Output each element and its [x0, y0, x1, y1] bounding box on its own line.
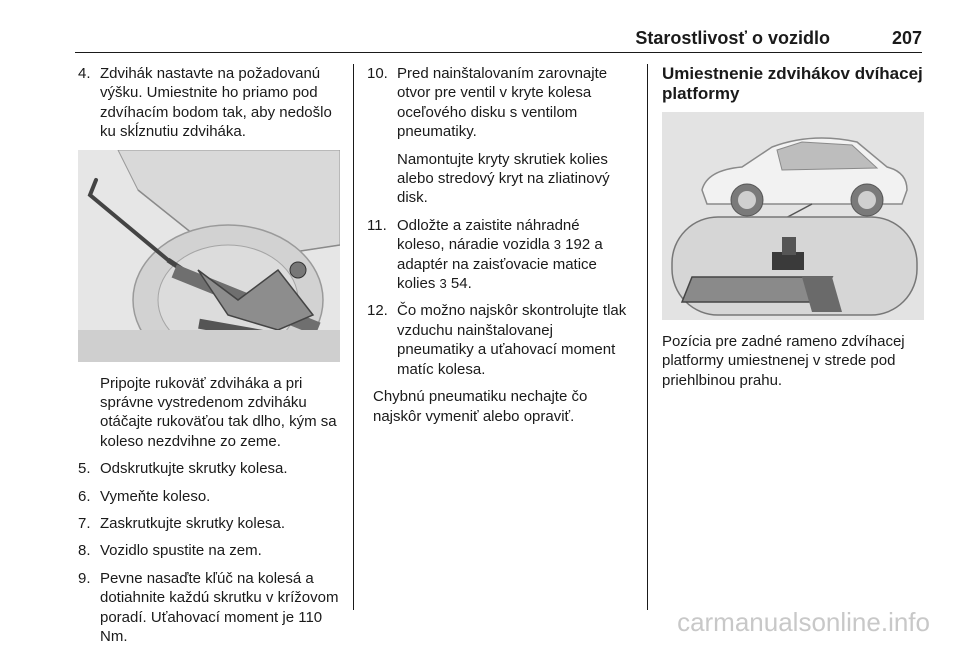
page-header: [75, 24, 922, 53]
step-4-continued: Pripojte rukoväť zdviháka a pri správne vystredenom zdviháku otáčajte rukoväťou tak dlho, kým sa koleso nezdvihne zo zeme.: [100, 374, 337, 450]
step-12: [367, 301, 631, 379]
step-5: [78, 459, 342, 478]
column-divider: [647, 64, 648, 610]
section-title: Starostlivosť o vozidlo: [635, 28, 830, 48]
step-4: [78, 64, 342, 142]
step-text: Zdvihák nastavte na požadovanú výšku. Umiestnite ho priamo pod zdvíhacím bodom tak, aby nedošlo ku skĺznutiu zdviháka.: [100, 65, 332, 141]
column-middle: [367, 64, 631, 434]
column-right: [662, 64, 926, 390]
step-10: [367, 64, 631, 142]
step-text: Zaskrutkujte skrutky kolesa.: [100, 515, 286, 533]
step-number: 12.: [367, 302, 388, 320]
step-number: 5.: [78, 460, 91, 478]
step-number: 7.: [78, 515, 91, 533]
step-8: [78, 541, 342, 560]
step-11: [367, 216, 631, 294]
page-reference-icon[interactable]: 3: [439, 276, 447, 292]
lift-platform-illustration-svg: [662, 112, 924, 320]
page-reference-icon[interactable]: 3: [553, 237, 561, 253]
step-6: [78, 487, 342, 506]
column-left: [78, 64, 342, 655]
jack-illustration-svg: [78, 150, 340, 362]
step-number: 11.: [367, 216, 387, 234]
step-text: Čo možno najskôr skontrolujte tlak vzduchu nainštalovanej pneumatiky a uťahovací moment matíc kolesa.: [397, 302, 627, 378]
step-9: [78, 569, 342, 647]
figure-caption: Pozícia pre zadné rameno zdvíhacej platformy umiestnenej v strede pod priehlbinou prahu.: [662, 333, 905, 389]
page-number: 207: [891, 28, 922, 48]
step-number: 8.: [78, 542, 91, 560]
step-number: 10.: [367, 65, 388, 82]
jack-illustration: [78, 150, 340, 362]
step-number: 6.: [78, 487, 91, 505]
step-text: Pred nainštalovaním zarovnajte otvor pre ventil v kryte kolesa oceľového disku s ventilom pneumatiky.: [397, 65, 608, 141]
note-text: Chybnú pneumatiku nechajte čo najskôr vymeniť alebo opraviť.: [373, 388, 588, 425]
step-text: Pevne nasaďte kľúč na kolesá a dotiahnite každú skrutku v krížovom poradí. Uťahovací moment je 110 Nm.: [100, 569, 339, 646]
step-text: Vymeňte koleso.: [100, 487, 211, 505]
step-text: 54.: [446, 275, 472, 293]
step-text: Odskrutkujte skrutky kolesa.: [100, 460, 288, 478]
step-text: Odložte a zaistite náhradné koleso, náradie vozidla: [397, 216, 580, 254]
section-heading: Umiestnenie zdvihákov dvíhacej platformy: [662, 64, 923, 103]
step-text: Vozidlo spustite na zem.: [100, 542, 262, 560]
step-10-continued: Namontujte kryty skrutiek kolies alebo stredový kryt na zliatinový disk.: [397, 150, 610, 207]
step-7: [78, 514, 342, 533]
watermark: carmanualsonline.info: [677, 607, 930, 637]
column-divider: [353, 64, 354, 610]
step-number: 9.: [78, 569, 91, 587]
lift-platform-illustration: [662, 112, 924, 320]
step-number: 4.: [78, 65, 91, 82]
step-text: 192 a adaptér na zaisťovacie matice kolies: [397, 236, 603, 293]
